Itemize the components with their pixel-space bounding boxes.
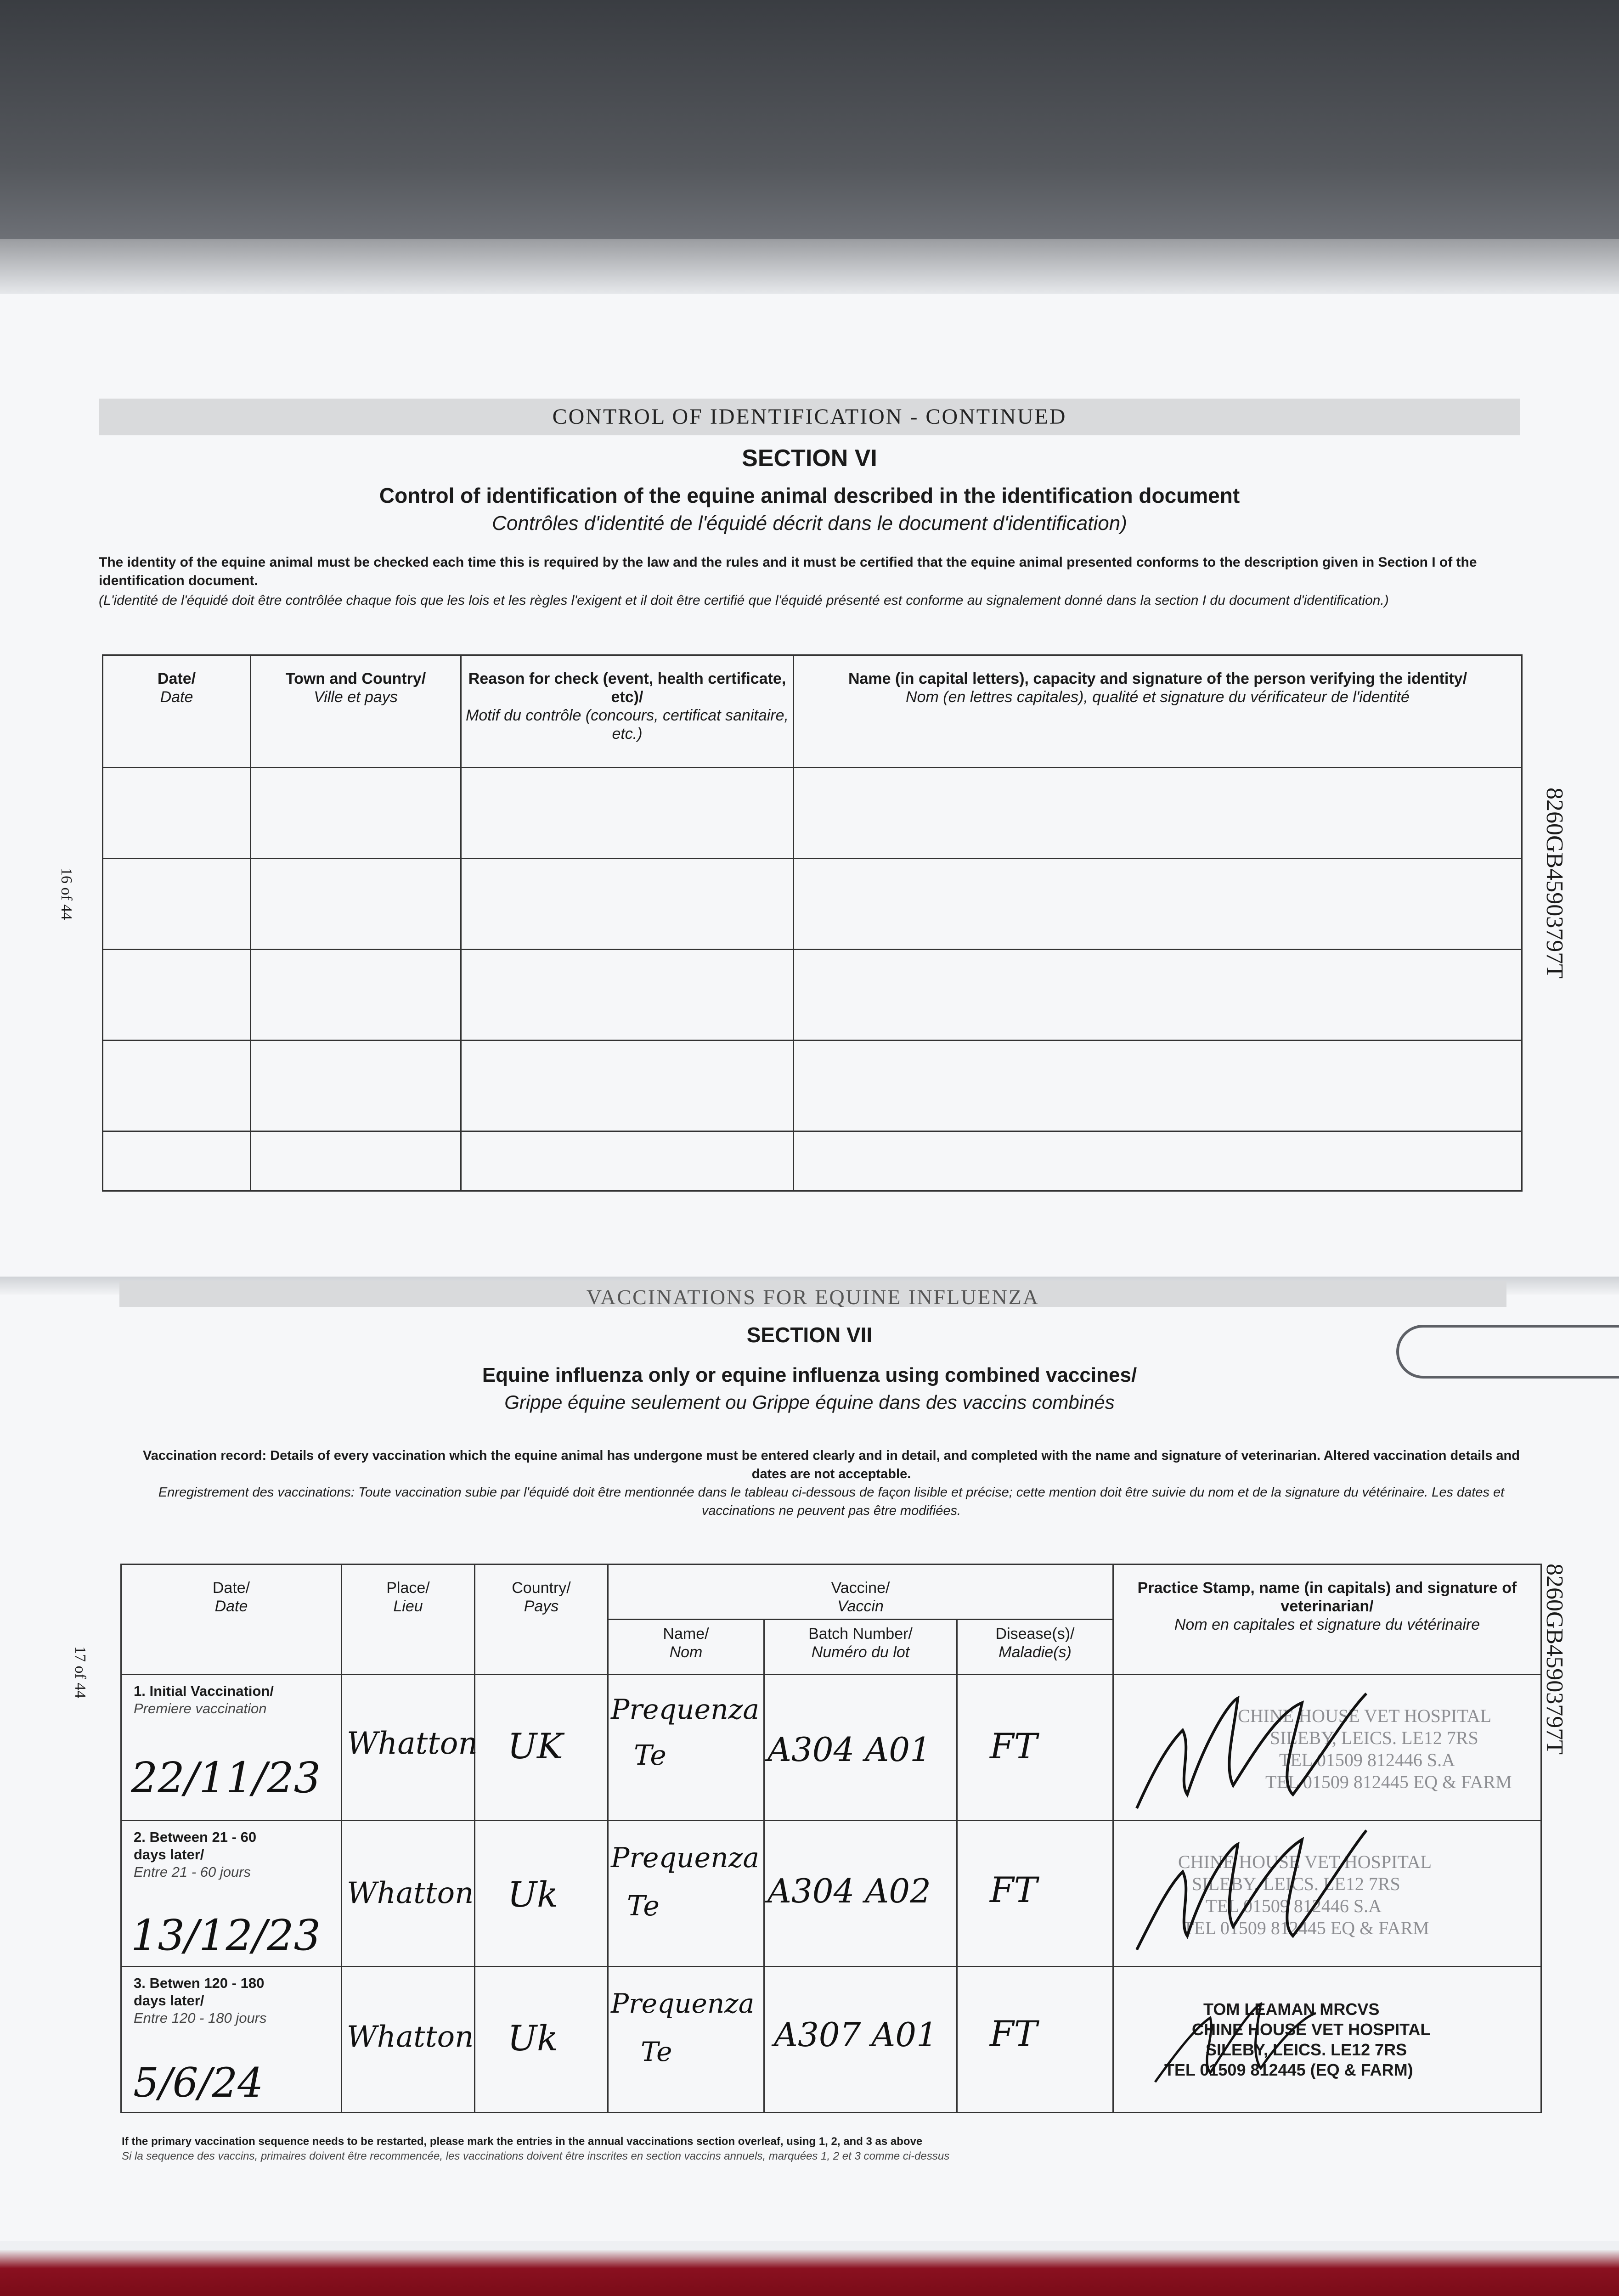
date-cell: 1. Initial Vaccination/ Premiere vaccination 22/11/23: [121, 1675, 342, 1821]
entry-cell[interactable]: [794, 859, 1522, 950]
column-header-reason: Reason for check (event, health certificate, etc)/ Motif du contrôle (concours, certificat sanitaire, etc.): [461, 655, 794, 768]
section6-intro-en: The identity of the equine animal must be checked each time this is required by the law and the rules and it must be certified that the equine animal presented conforms to the description given in Section I of the identification document.: [99, 555, 1477, 588]
entry-cell[interactable]: [251, 768, 461, 859]
page-number-17: 17 of 44: [72, 1646, 89, 1699]
section7-subtitle-fr: Grippe équine seulement ou Grippe équine dans des vaccins combinés: [504, 1391, 1115, 1413]
handwritten-date: 5/6/24: [133, 2059, 264, 2106]
footnote-en: If the primary vaccination sequence needs to be restarted, please mark the entries in the annual vaccinations section overleaf, using 1, 2, and 3 as above: [122, 2135, 923, 2148]
entry-cell[interactable]: [251, 1041, 461, 1131]
place-cell: Whatton: [342, 1675, 475, 1821]
column-header-date: Date/ Date: [121, 1564, 342, 1675]
vaccination-row-1: [121, 1675, 1541, 1821]
practice-stamp: TOM LEAMAN MRCVS CHINE HOUSE VET HOSPITAL SILEBY, LEICS. LE12 7RS TEL 01509 812445 (EQ & FARM): [1164, 2000, 1431, 2079]
vaccination-row-2: [121, 1821, 1541, 1967]
entry-cell[interactable]: [794, 768, 1522, 859]
entry-cell[interactable]: [794, 1131, 1522, 1191]
vet-signature: [1128, 1675, 1385, 1821]
column-header-batch: Batch Number/ Numéro du lot: [764, 1620, 957, 1675]
section7-record-fr: Enregistrement des vaccinations: Toute vaccination subie par l'équidé doit être mentionnée dans le tableau ci-dessous de façon lisible et précise; cette mention doit être suivie du nom et de la signature du vétérinaire. Les dates et vaccinations ne peuvent pas être modifiées.: [158, 1485, 1505, 1518]
entry-cell[interactable]: [103, 1131, 251, 1191]
batch-cell: A307 A01: [764, 1967, 957, 2113]
table-row: [103, 1131, 1522, 1191]
entry-cell[interactable]: [251, 1131, 461, 1191]
section6-subtitle-fr: Contrôles d'identité de l'équidé décrit dans le document d'identification): [492, 512, 1127, 535]
table-row: [103, 768, 1522, 859]
section7-title: SECTION VII: [746, 1323, 873, 1347]
entry-cell[interactable]: [103, 768, 251, 859]
passport-number-upper: 8260GB45903797T: [1541, 788, 1568, 979]
vaccination-table: [120, 1564, 1542, 2113]
place-cell: Whatton: [342, 1821, 475, 1967]
country-cell: Uk: [475, 1967, 608, 2113]
footnote-fr: Si la sequence des vaccins, primaires doivent être recommencée, les vaccinations doivent être inscrites en section vaccins annuels, marquées 1, 2 et 3 comme ci-dessus: [122, 2150, 950, 2162]
vaccination-row-3: [121, 1967, 1541, 2113]
place-cell: Whatton: [342, 1967, 475, 2113]
disease-cell: FT: [957, 1967, 1113, 2113]
entry-cell[interactable]: [794, 1041, 1522, 1131]
column-header-town-country: Town and Country/ Ville et pays: [251, 655, 461, 768]
entry-cell[interactable]: [251, 859, 461, 950]
page-number-16: 16 of 44: [58, 868, 75, 920]
vet-stamp-cell: [1113, 1821, 1541, 1967]
section6-banner: CONTROL OF IDENTIFICATION - CONTINUED: [99, 399, 1520, 435]
column-header-place: Place/ Lieu: [342, 1564, 475, 1675]
vaccine-name-cell: Prequenza Te: [608, 1675, 764, 1821]
entry-cell[interactable]: [461, 1041, 794, 1131]
country-cell: UK: [475, 1675, 608, 1821]
entry-cell[interactable]: [103, 1041, 251, 1131]
vet-stamp-cell: [1113, 1967, 1541, 2113]
background-dark-surface: [0, 0, 1619, 239]
cover-edge: [0, 2250, 1619, 2296]
date-cell: 3. Betwen 120 - 180 days later/ Entre 120 - 180 jours 5/6/24: [121, 1967, 342, 2113]
column-header-country: Country/ Pays: [475, 1564, 608, 1675]
section7-banner: VACCINATIONS FOR EQUINE INFLUENZA: [119, 1281, 1506, 1307]
vet-signature: [1128, 1821, 1385, 1967]
entry-cell[interactable]: [461, 768, 794, 859]
vaccine-name-cell: Prequenza Te: [608, 1967, 764, 2113]
entry-cell[interactable]: [461, 1131, 794, 1191]
entry-cell[interactable]: [794, 950, 1522, 1041]
batch-cell: A304 A02: [764, 1821, 957, 1967]
entry-cell[interactable]: [461, 950, 794, 1041]
column-header-vaccine: Vaccine/ Vaccin: [608, 1564, 1113, 1620]
section6-subtitle-en: Control of identification of the equine animal described in the identification document: [379, 484, 1240, 507]
vaccine-name-cell: Prequenza Te: [608, 1821, 764, 1967]
disease-cell: FT: [957, 1675, 1113, 1821]
vet-signature: [1141, 1967, 1380, 2113]
entry-cell[interactable]: [103, 950, 251, 1041]
entry-cell[interactable]: [251, 950, 461, 1041]
identity-check-table: [102, 654, 1523, 1192]
practice-stamp: CHINE HOUSE VET HOSPITAL SILEBY, LEICS. LE12 7RS TEL 01509 812446 S.A TEL 01509 812445 EQ & FARM: [1238, 1705, 1512, 1792]
column-header-vaccine-name: Name/ Nom: [608, 1620, 764, 1675]
handwritten-date: 13/12/23: [131, 1911, 321, 1960]
batch-cell: A304 A01: [764, 1675, 957, 1821]
column-header-verifier: Name (in capital letters), capacity and signature of the person verifying the identity/ Nom (en lettres capitales), qualité et signature du vérificateur de l'identité: [794, 655, 1522, 768]
section6-title: SECTION VI: [742, 445, 877, 472]
table-row: [103, 950, 1522, 1041]
section6-intro-fr: (L'identité de l'équidé doit être contrôlée chaque fois que les lois et les règles l'exigent et il doit être certifié que l'équidé présenté est conforme au signalement donné dans la section I du document d'identification.): [99, 593, 1389, 608]
table-row: [103, 1041, 1522, 1131]
entry-cell[interactable]: [461, 859, 794, 950]
disease-cell: FT: [957, 1821, 1113, 1967]
practice-stamp: CHINE HOUSE VET HOSPITAL SILEBY, LEICS. LE12 7RS TEL 01509 812446 S.A TEL 01509 812445 EQ & FARM: [1178, 1851, 1432, 1938]
section7-record-en: Vaccination record: Details of every vaccination which the equine animal has undergone must be entered clearly and in detail, and completed with the name and signature of veterinarian. Altered vaccination details and dates are not acceptable.: [143, 1448, 1520, 1481]
vet-stamp-cell: [1113, 1675, 1541, 1821]
country-cell: Uk: [475, 1821, 608, 1967]
handwritten-date: 22/11/23: [131, 1753, 321, 1802]
column-header-disease: Disease(s)/ Maladie(s): [957, 1620, 1113, 1675]
column-header-stamp: Practice Stamp, name (in capitals) and signature of veterinarian/ Nom en capitales et signature du vétérinaire: [1113, 1564, 1541, 1675]
date-cell: 2. Between 21 - 60 days later/ Entre 21 - 60 jours 13/12/23: [121, 1821, 342, 1967]
entry-cell[interactable]: [103, 859, 251, 950]
table-row: [103, 859, 1522, 950]
section7-subtitle-en: Equine influenza only or equine influenza using combined vaccines/: [482, 1364, 1137, 1386]
passport-number-lower: 8260GB45903797T: [1541, 1564, 1568, 1755]
page-edge: [0, 239, 1619, 294]
column-header-date: Date/ Date: [103, 655, 251, 768]
paper-clip: [1396, 1325, 1619, 1379]
